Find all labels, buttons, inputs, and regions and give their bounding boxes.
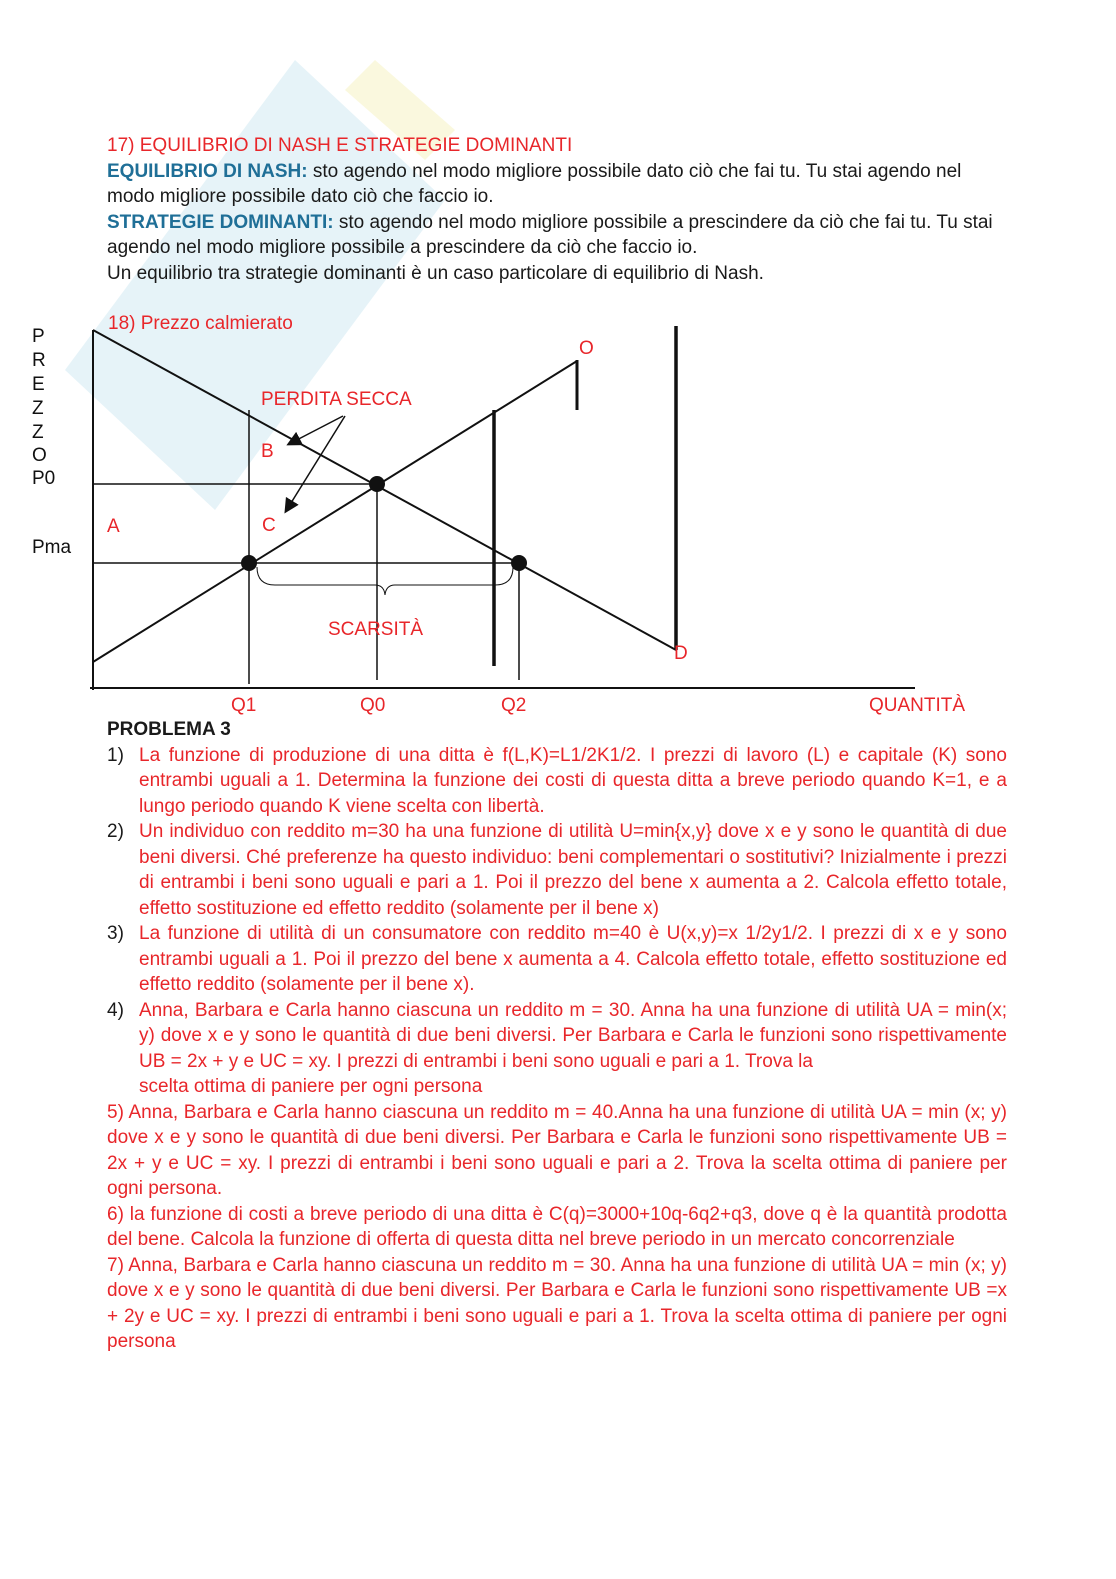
conclusion-text: Un equilibrio tra strategie dominanti è un caso particolare di equilibrio di Nash.: [107, 262, 764, 284]
y-letter-z2: Z: [32, 422, 44, 443]
label-a: A: [107, 516, 120, 537]
list-item: [107, 743, 1007, 820]
y-letter-o: O: [32, 445, 47, 466]
perdita-arrow-b: [289, 416, 343, 444]
section-17-heading: 17) EQUILIBRIO DI NASH E STRATEGIE DOMINANTI: [107, 135, 573, 156]
quantita-label: QUANTITÀ: [869, 695, 966, 716]
q0-label: Q0: [360, 695, 386, 716]
item-number: 2): [107, 821, 124, 842]
problem-7: 7) Anna, Barbara e Carla hanno ciascuna un reddito m = 30. Anna ha una funzione di utilità UA = min (x; y) dove x e y sono le quantità di due beni diversi. Per Barbara e Carla le funzioni sono rispettivamente UB =x + 2y e UC = xy. I prezzi di entrambi i beni sono uguali e pari a 1. Trova la scelta ottima di paniere per ogni persona: [107, 1254, 1007, 1352]
nash-text: sto agendo nel modo migliore possibile dato ciò che fai tu. Tu stai agendo nel modo migliore possibile dato ciò che faccio io.: [107, 160, 962, 207]
dominant-text: sto agendo nel modo migliore possibile a prescindere da ciò che fai tu. Tu stai agendo nel modo migliore possibile a prescindere da ciò che faccio io.: [107, 211, 993, 258]
p0-label: P0: [32, 468, 56, 489]
y-letter-p: P: [32, 326, 45, 347]
demand-curve: [93, 330, 676, 650]
problem-6: 6) la funzione di costi a breve periodo di una ditta è C(q)=3000+10q-6q2+q3, dove q è la quantità prodotta del bene. Calcola la funzione di offerta di questa ditta nel breve periodo in un mercato concorrenziale: [107, 1203, 1007, 1250]
dominant-definition: [107, 210, 1007, 261]
q1-label: Q1: [231, 695, 257, 716]
y-letter-r: R: [32, 350, 46, 371]
list-item: [107, 921, 1007, 998]
item-text-continued: scelta ottima di paniere per ogni persona: [139, 1076, 483, 1097]
pma-label: Pma: [32, 537, 72, 558]
price-ceiling-diagram: [0, 300, 1116, 730]
perdita-secca-label: PERDITA SECCA: [261, 389, 412, 410]
supply-point-q1: [241, 555, 257, 571]
nash-definition: [107, 159, 1007, 210]
problem-3: [107, 717, 1007, 1355]
nash-label: EQUILIBRIO DI NASH:: [107, 160, 308, 182]
q2-label: Q2: [501, 695, 527, 716]
label-c: C: [262, 515, 276, 536]
label-o: O: [579, 338, 594, 359]
y-letter-z1: Z: [32, 398, 44, 419]
problem-3-title: PROBLEMA 3: [107, 719, 231, 740]
scarsita-brace: [257, 567, 513, 595]
problem-list: [107, 743, 1007, 1100]
list-item: [107, 819, 1007, 921]
dominant-label: STRATEGIE DOMINANTI:: [107, 211, 334, 233]
section-17: [107, 133, 1007, 286]
item-text: La funzione di utilità di un consumatore con reddito m=40 è U(x,y)=x 1/2y1/2. I prezzi di x e y sono entrambi uguali a 1. Poi il prezzo del bene x aumenta a 4. Calcola effetto totale, effetto sostituzione ed effetto reddito (solamente per il bene x).: [139, 923, 1007, 995]
item-text: Anna, Barbara e Carla hanno ciascuna un reddito m = 30. Anna ha una funzione di utilità UA = min(x; y) dove x e y sono le quantità di due beni diversi. Per Barbara e Carla le funzioni sono rispettivamente UB = 2x + y e UC = xy. I prezzi di entrambi i beni sono uguali e pari a 1. Trova la: [139, 999, 1007, 1072]
item-number: 3): [107, 923, 124, 944]
label-b: B: [261, 441, 274, 462]
y-letter-e: E: [32, 374, 45, 395]
item-text: Un individuo con reddito m=30 ha una funzione di utilità U=min{x,y} dove x e y sono le quantità di due beni diversi. Ché preferenze ha questo individuo: beni complementari o sostitutivi? Inizialmente i prezzi di entrambi i beni sono uguali e pari a 1. Poi il prezzo del bene x aumenta a 2. Calcola effetto totale, effetto sostituzione ed effetto reddito (solamente per il bene x): [139, 821, 1007, 919]
problem-5: 5) Anna, Barbara e Carla hanno ciascuna un reddito m = 40.Anna ha una funzione di utilità UA = min (x; y) dove x e y sono le quantità di due beni diversi. Per Barbara e Carla le funzioni sono rispettivamente UB = 2x + y e UC = xy. I prezzi di entrambi i beni sono uguali e pari a 2. Trova la scelta ottima di paniere per ogni persona.: [107, 1101, 1007, 1199]
diagram-title: 18) Prezzo calmierato: [108, 313, 293, 334]
item-text: La funzione di produzione di una ditta è f(L,K)=L1/2K1/2. I prezzi di lavoro (L) e capitale (K) sono entrambi uguali a 1. Determina la funzione dei costi di questa ditta a breve periodo quando K=1, e a lungo periodo quando K viene scelta con libertà.: [139, 744, 1007, 817]
item-number: 1): [107, 744, 124, 766]
scarsita-label: SCARSITÀ: [328, 619, 424, 640]
equilibrium-point: [369, 476, 385, 492]
list-item: [107, 998, 1007, 1100]
item-number: 4): [107, 999, 124, 1021]
label-d: D: [674, 643, 688, 664]
